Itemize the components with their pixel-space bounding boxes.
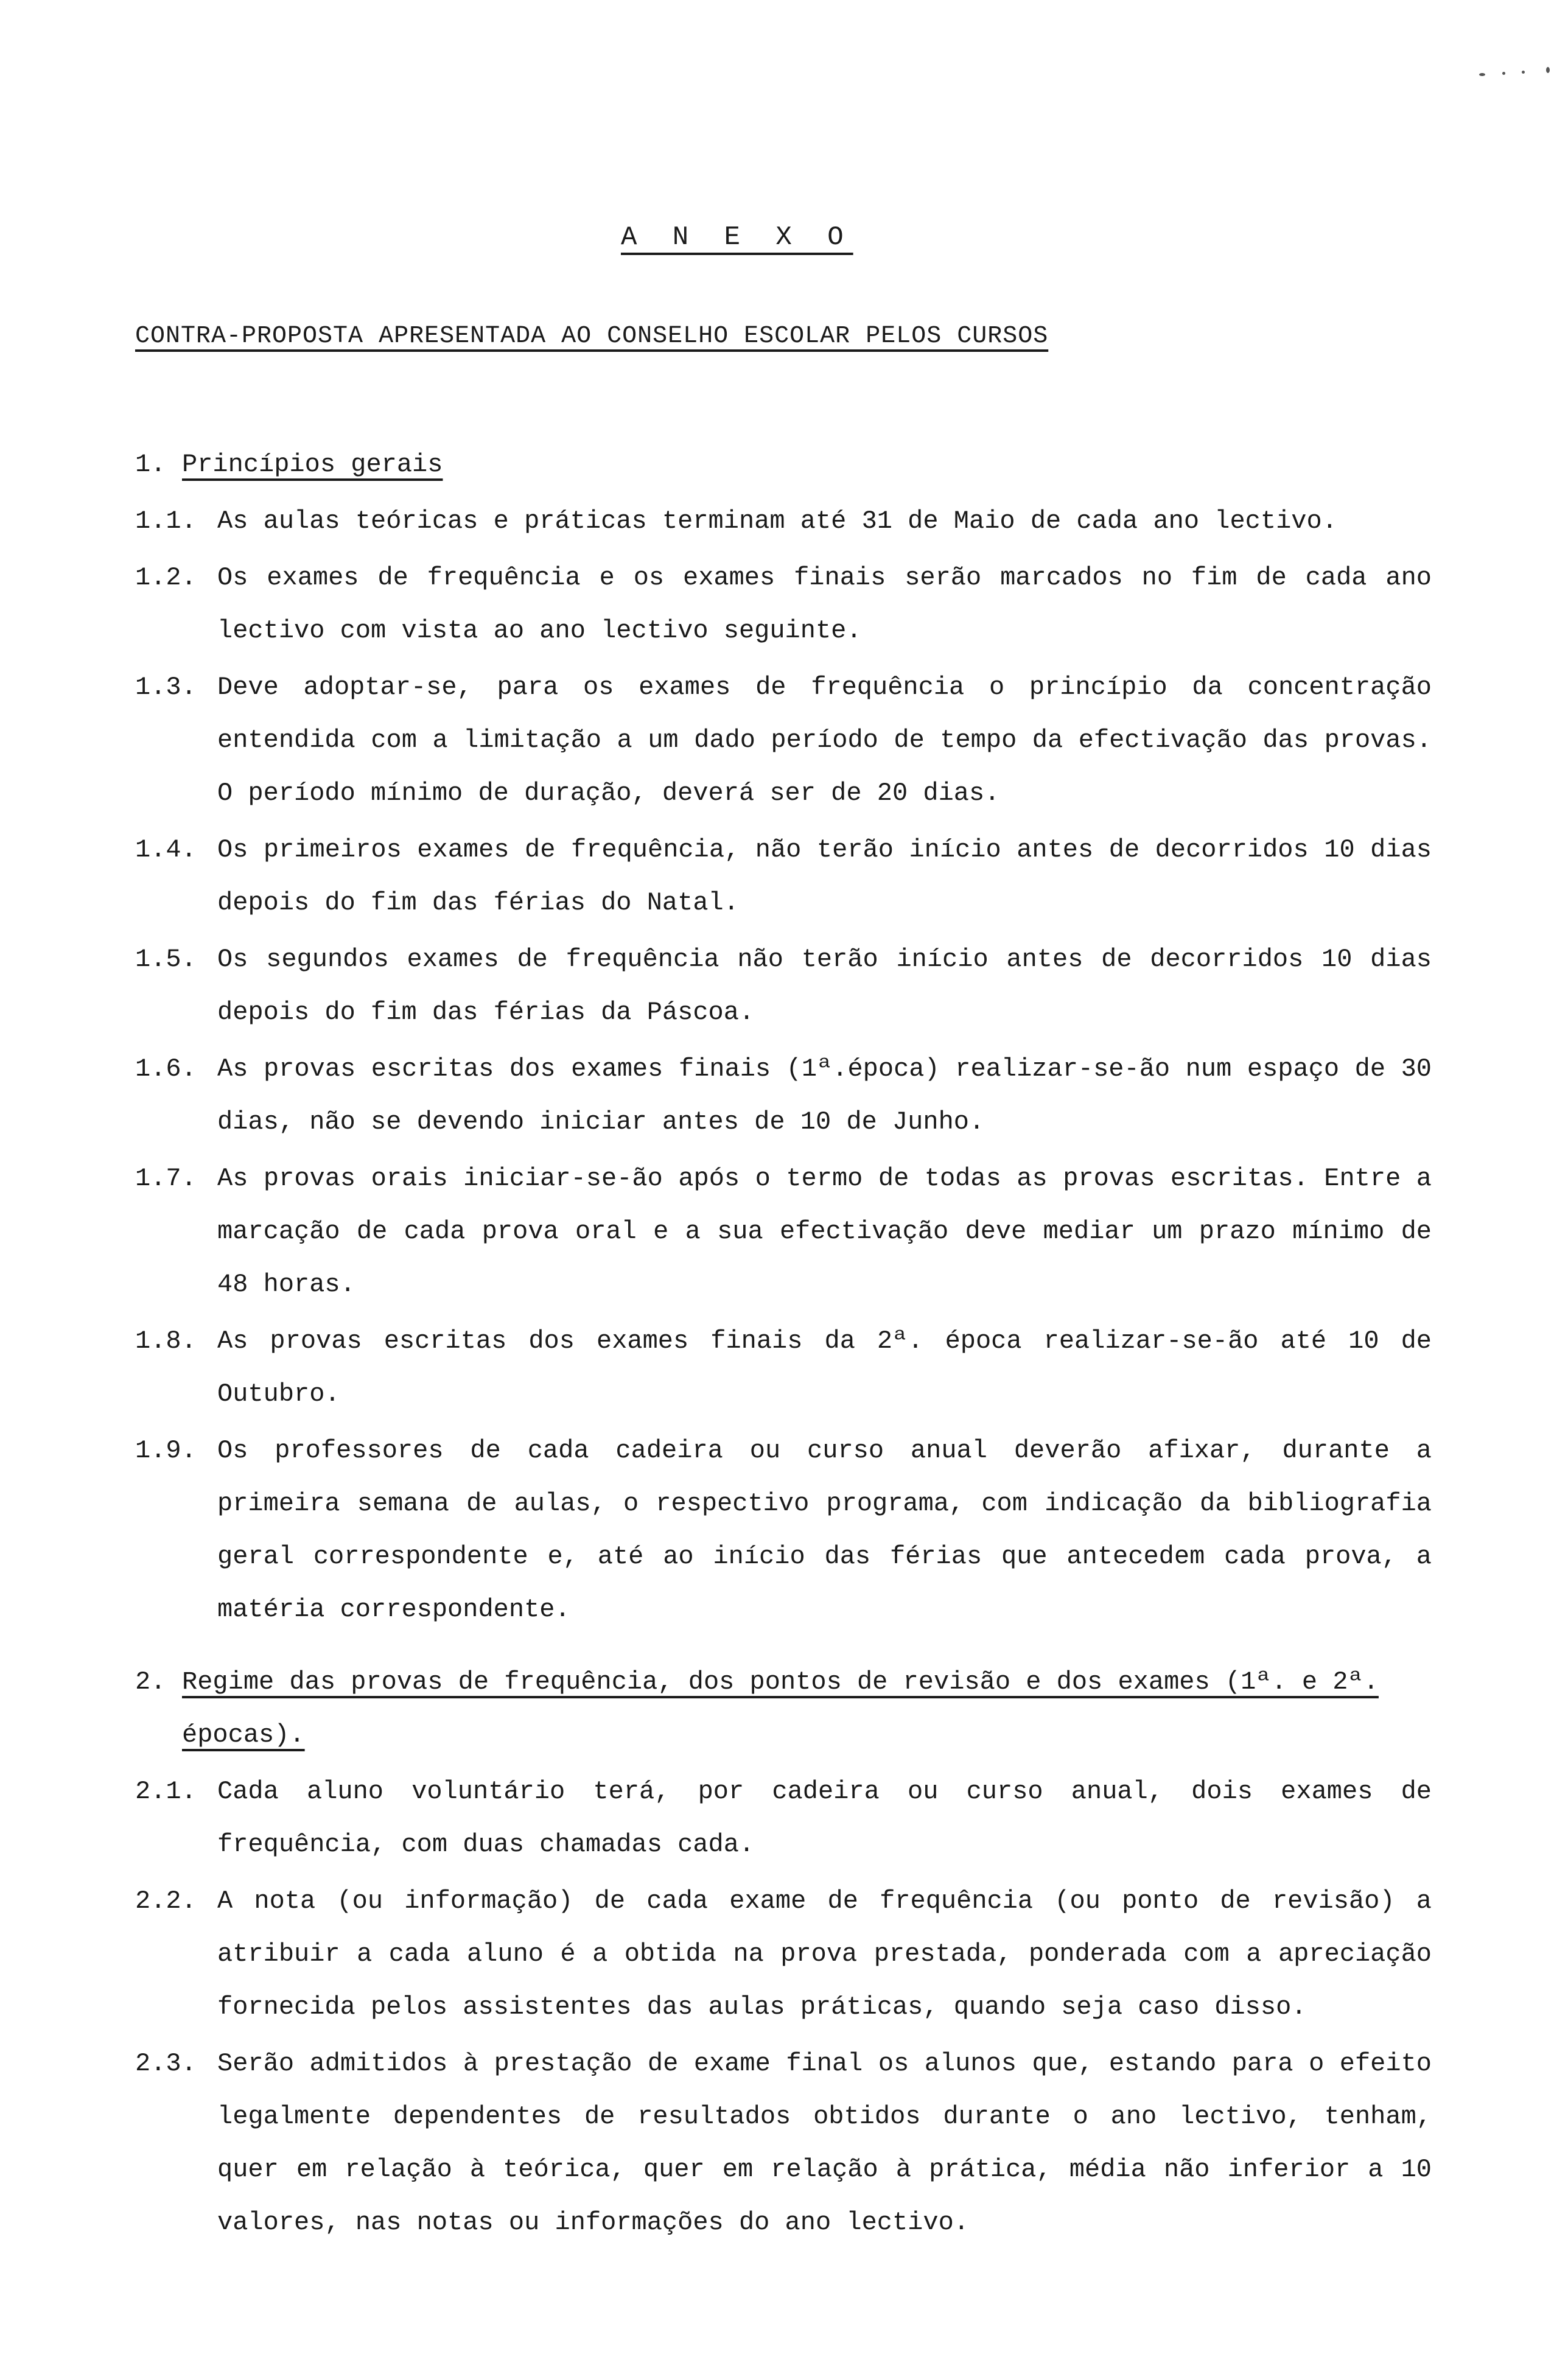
list-item [135,1765,1432,1871]
list-item [135,661,1432,820]
list-item [135,495,1432,548]
item-number: 2.1. [135,1777,197,1806]
scan-speck [1502,72,1505,75]
scan-speck [1546,67,1550,73]
item-text: Cada aluno voluntário terá, por cadeira ou curso anual, dois exames de frequência, com duas chamadas cada. [217,1777,1432,1859]
item-number: 1.1. [135,506,197,536]
item-text: As aulas teóricas e práticas terminam até 31 de Maio de cada ano lectivo. [217,506,1337,536]
list-item [135,1043,1432,1149]
item-number: 1.8. [135,1326,197,1356]
item-text: Serão admitidos à prestação de exame final os alunos que, estando para o efeito legalmente dependentes de resultados obtidos durante o ano lectivo, tenham, quer em relação à teórica, quer em relação à prática, média não inferior a 10 valores, nas notas ou informações do ano lectivo. [217,2049,1432,2237]
item-text: Os professores de cada cadeira ou curso anual deverão afixar, durante a primeira semana de aulas, o respectivo programa, com indicação da bibliografia geral correspondente e, até ao início das férias que antecedem cada prova, a matéria correspondente. [217,1436,1432,1624]
item-text: Os primeiros exames de frequência, não terão início antes de decorridos 10 dias depois do fim das férias do Natal. [217,835,1432,917]
section-heading-1 [135,438,1432,491]
list-item [135,2037,1432,2249]
item-text: Deve adoptar-se, para os exames de frequência o princípio da concentração entendida com a limitação a um dado período de tempo da efectivação das provas. O período mínimo de duração, deverá ser de 20 dias. [217,673,1432,808]
item-number: 2.2. [135,1886,197,1916]
list-item [135,1875,1432,2034]
item-text: As provas escritas dos exames finais da 2ª. época realizar-se-ão até 10 de Outubro. [217,1326,1432,1409]
item-number: 1.6. [135,1054,197,1084]
item-text: Os segundos exames de frequência não terão início antes de decorridos 10 dias depois do fim das férias da Páscoa. [217,945,1432,1027]
item-text: As provas orais iniciar-se-ão após o termo de todas as provas escritas. Entre a marcação de cada prova oral e a sua efectivação deve mediar um prazo mínimo de 48 horas. [217,1164,1432,1299]
item-number: 1.2. [135,563,197,592]
list-item [135,1315,1432,1421]
item-text: Os exames de frequência e os exames finais serão marcados no fim de cada ano lectivo com vista ao ano lectivo seguinte. [217,563,1432,645]
section-number: 2. [135,1667,166,1697]
item-text: A nota (ou informação) de cada exame de frequência (ou ponto de revisão) a atribuir a cada aluno é a obtida na prova prestada, ponderada com a apreciação fornecida pelos assistentes das aulas práticas, quando seja caso disso. [217,1886,1432,2022]
item-number: 1.7. [135,1164,197,1193]
item-number: 1.3. [135,673,197,702]
document-subtitle: CONTRA-PROPOSTA APRESENTADA AO CONSELHO ESCOLAR PELOS CURSOS [135,323,1049,350]
item-text: As provas escritas dos exames finais (1ª.época) realizar-se-ão num espaço de 30 dias, não se devendo iniciar antes de 10 de Junho. [217,1054,1432,1136]
list-item [135,1424,1432,1636]
item-number: 1.9. [135,1436,197,1465]
list-item [135,1152,1432,1311]
item-number: 1.5. [135,945,197,974]
item-number: 2.3. [135,2049,197,2078]
list-item [135,933,1432,1039]
list-item [135,552,1432,657]
section-title: Princípios gerais [182,450,443,479]
list-item [135,824,1432,930]
section-title: Regime das provas de frequência, dos pontos de revisão e dos exames (1ª. e 2ª. épocas). [182,1667,1379,1749]
section-number: 1. [135,450,166,479]
section-heading-2 [135,1656,1432,1762]
scan-speck [1522,71,1525,74]
document-title: A N E X O [621,222,853,253]
section-spacer [135,1636,1432,1650]
scan-speck [1479,73,1485,76]
item-number: 1.4. [135,835,197,864]
document-body [135,432,1432,2249]
